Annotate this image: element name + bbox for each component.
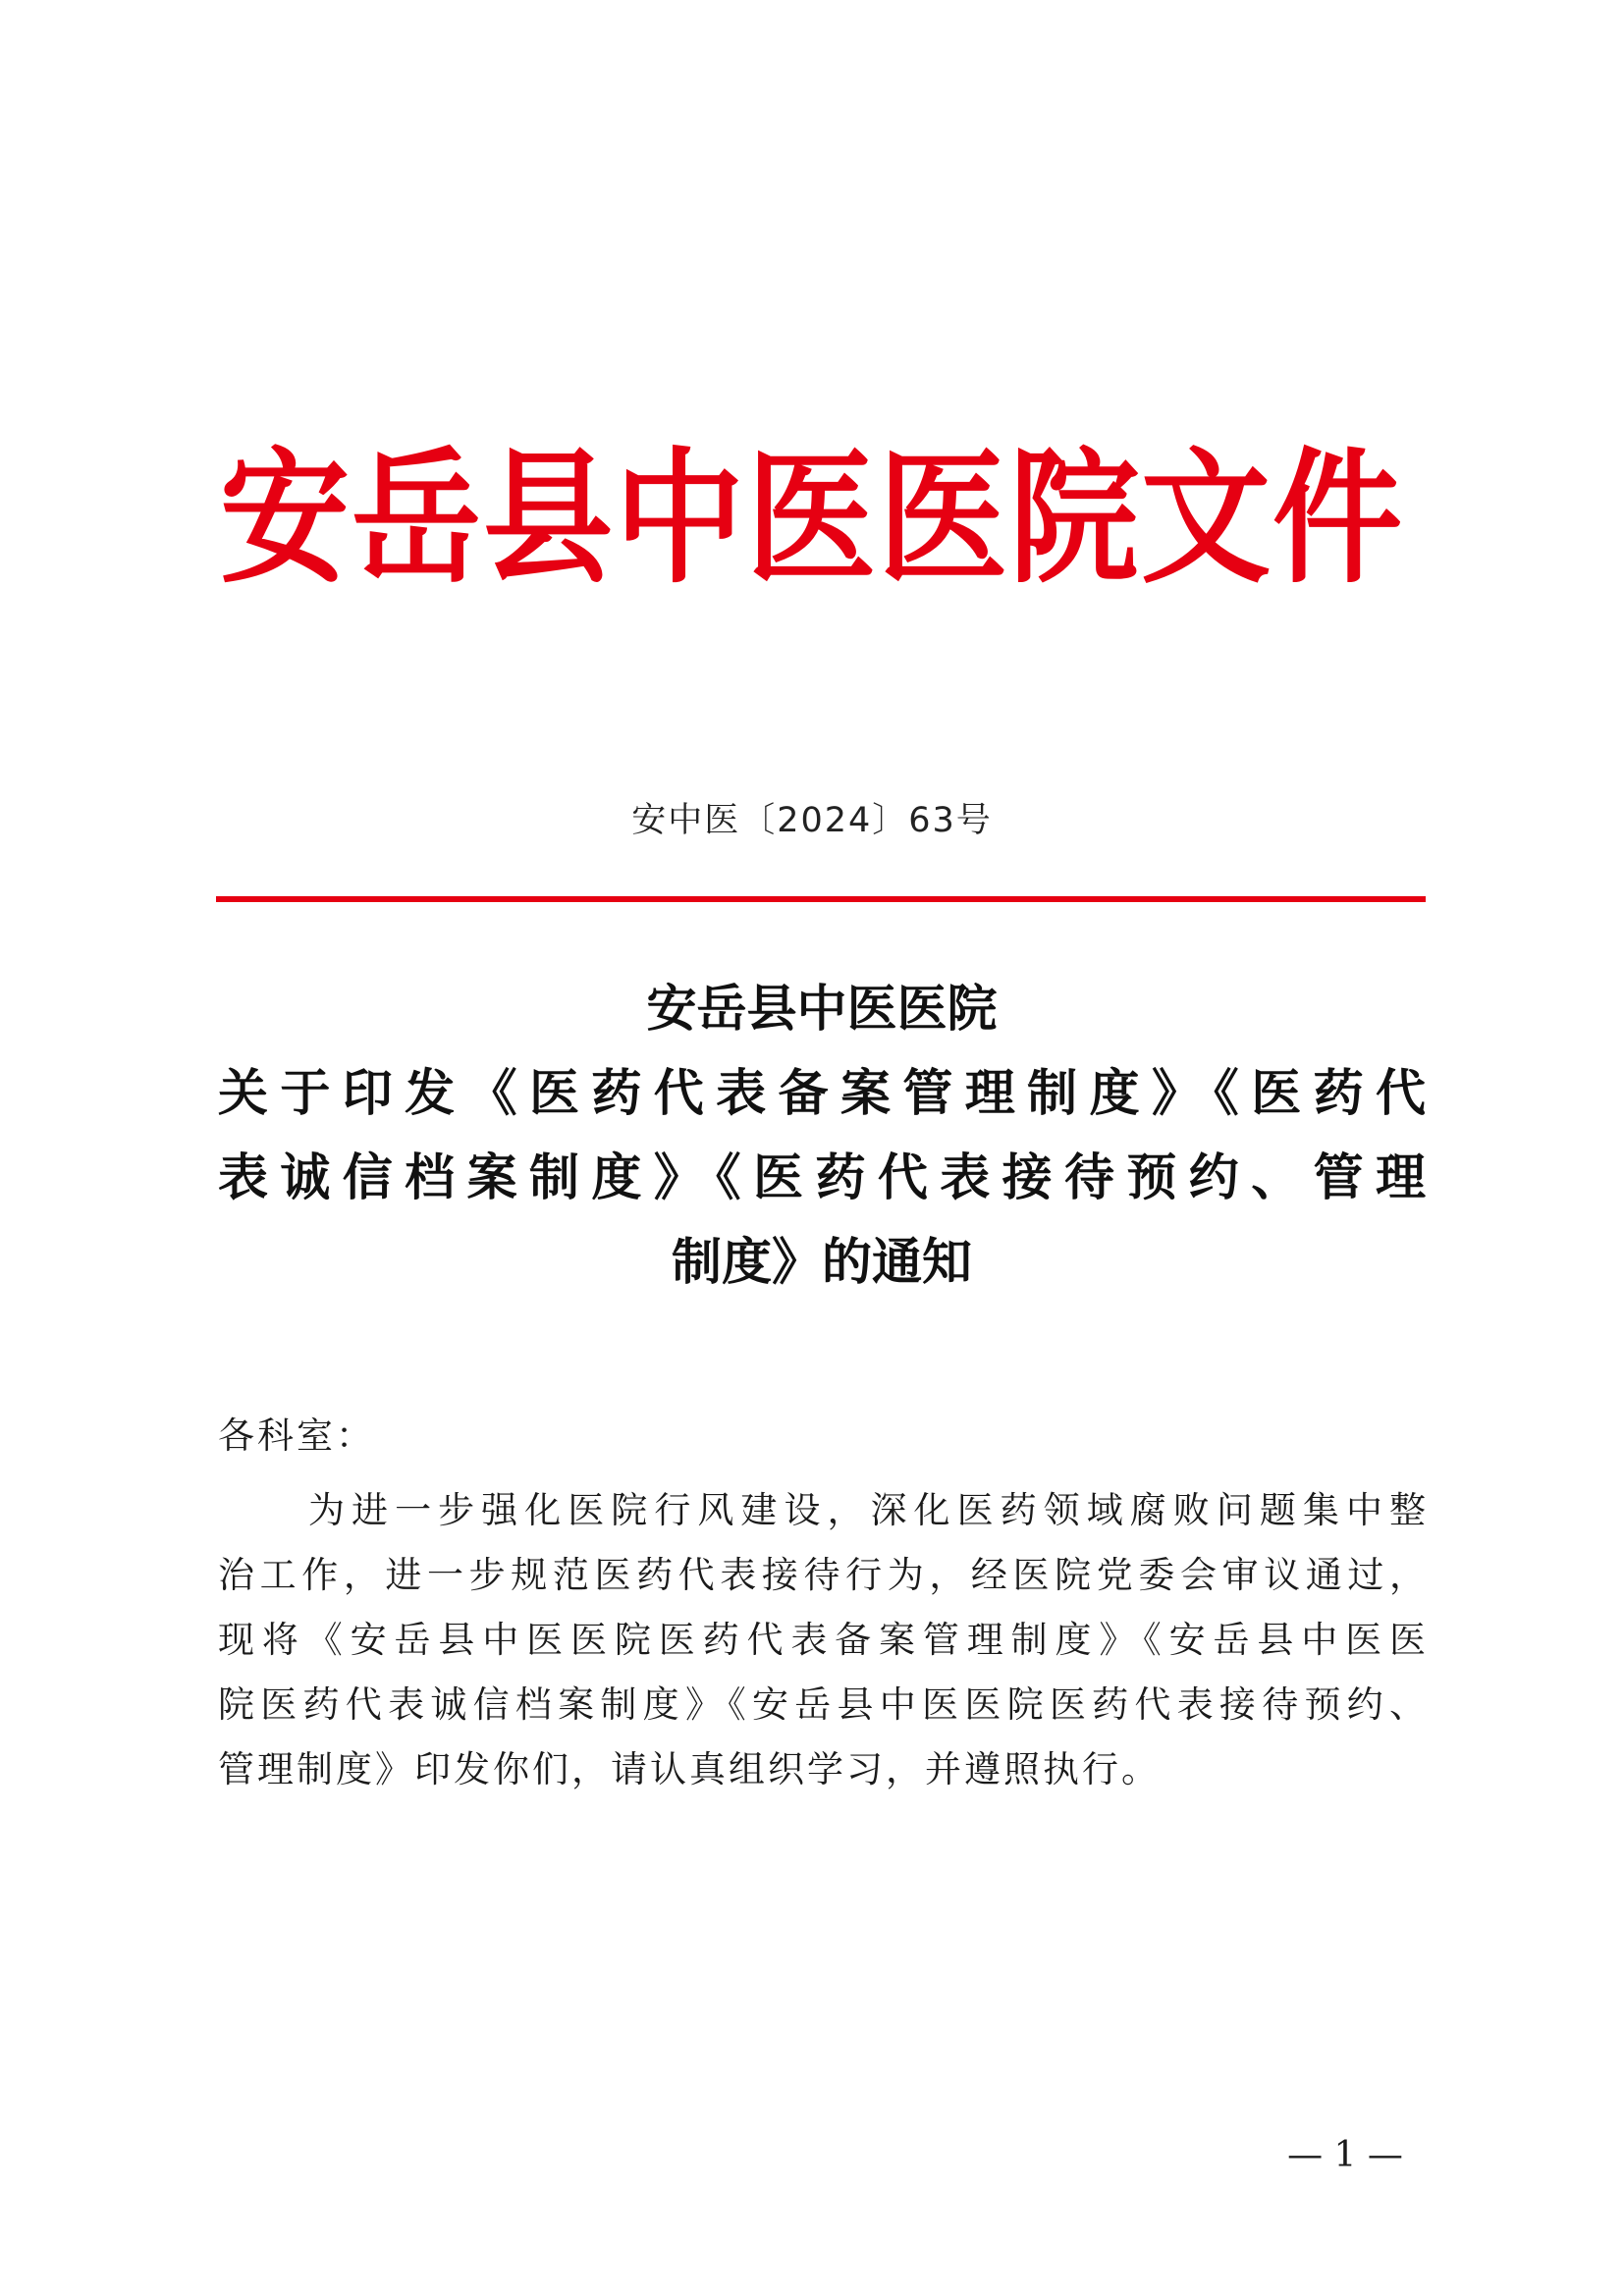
salutation: 各科室：: [218, 1415, 375, 1457]
title-line: 制度》的通知: [671, 1233, 972, 1292]
document-masthead: 安岳县中医医院文件: [220, 434, 1404, 605]
body-line: 为进一步强化医院行风建设，深化医药领域腐败问题集中整: [308, 1489, 1426, 1531]
title-line: 表诚信档案制度》《医药代表接待预约、管理: [218, 1148, 1426, 1207]
body-line: 治工作，进一步规范医药代表接待行为，经医院党委会审议通过，: [218, 1554, 1426, 1596]
title-line: 安岳县中医医院: [646, 980, 998, 1039]
body-line: 管理制度》印发你们，请认真组织学习，并遵照执行。: [218, 1748, 1161, 1790]
document-number: 安中医〔2024〕63号: [631, 801, 993, 840]
body-line: 现将《安岳县中医医院医药代表备案管理制度》《安岳县中医医: [218, 1619, 1426, 1661]
red-separator-line: [216, 896, 1426, 902]
body-paragraph: [218, 1478, 1426, 1802]
document-title: [218, 967, 1426, 1305]
body-line: 院医药代表诚信档案制度》《安岳县中医医院医药代表接待预约、: [218, 1683, 1426, 1726]
title-line: 关于印发《医药代表备案管理制度》《医药代: [218, 1064, 1426, 1123]
page-number: — 1 —: [1287, 2135, 1403, 2175]
